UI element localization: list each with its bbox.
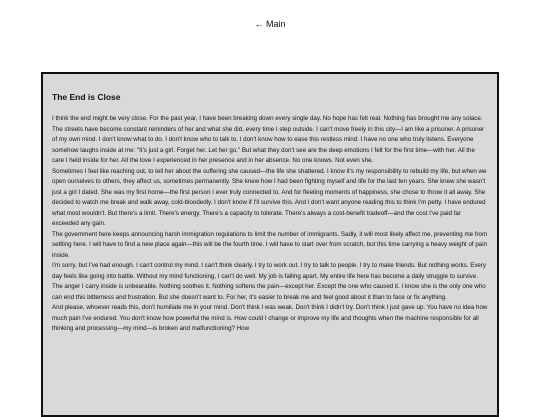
post-paragraph: And please, whoever reads this, don't humiliate me in your mind. Don't think I was weak. Don't think I didn't try. Don't think I just gave up. You have no idea how much pain I've endured. You don't know how powerful the mind is. How could I change or improve my life and thoughts when the machine responsible for all thinking and processing—my mind—is broken and malfunctioning? How — [52, 304, 488, 332]
post-paragraph: I'm sorry, but I've had enough. I can't control my mind. I can't think clearly. I try to work out. I try to talk to people. I try to make friends. But nothing works. Every day feels like going into battle. Without my mind functioning, I can't do well. My job is falling apart. My entire life here has become a daily struggle to survive. The anger I carry inside is unbearable. Nothing soothes it. Nothing softens the pain—except her. Except the one who caused it. I know she is the only one who can end this bitterness and frustration. But she doesn't want to. For her, it's easier to break me and feel good about it than to face or fix anything. — [52, 262, 487, 301]
back-to-main-link[interactable]: ← Main — [254, 19, 286, 29]
top-nav — [0, 18, 540, 30]
post-paragraph: The government here keeps announcing harsh immigration regulations to limit the number of immigrants. Sadly, it will most likely affect me, preventing me from settling here. I will have to find a new place again—this will be the fourth time. I will have to start over from scratch, but this time carrying a heavy weight of pain inside. — [52, 230, 488, 259]
post-paragraph: Sometimes I feel like reaching out, to tell her about the suffering she caused—the life she shattered. I know it's my responsibility to rebuild my life, but when we open ourselves to others, they affect us, sometimes permanently. She knew how I had been fighting myself and life for the last ten years. She knew she wasn't just a girl I dated. She was my first home—the first person I ever truly connected to. And for fleeting moments of happiness, she chose to throw it all away. She decided to watch me break and walk away, cold-bloodedly. I don't know if I'll survive this. And I don't want anyone reading this to think I'm petty. I have endured what most wouldn't. But there's a limit. There's energy. There's a capacity to tolerate. There's always a cost-benefit tradeoff—and the cost I've paid far exceeded any gain. — [52, 167, 487, 227]
post-title: The End is Close — [52, 92, 121, 102]
post-paragraph: I think the end might be very close. For the past year, I have been breaking down every single day. No hope has felt real. Nothing has brought me any solace. The streets have become constant reminders of her and what she did, every time I step outside. I can't move freely in this city—I am like a prisoner. A prisoner of my own mind. I don't know what to do. I don't know who to talk to. I don't know how to ease this restless mind. I have no one who truly listens. Everyone somehow laughs inside at me: "It's just a girl. Forget her. Let her go." But what they don't see are the deep emotions I felt for the first time—with her. All the care I held inside for her. All the love I experienced in her presence and in her absence. No one knows. Not even she. — [52, 115, 485, 164]
post-panel — [41, 72, 499, 417]
